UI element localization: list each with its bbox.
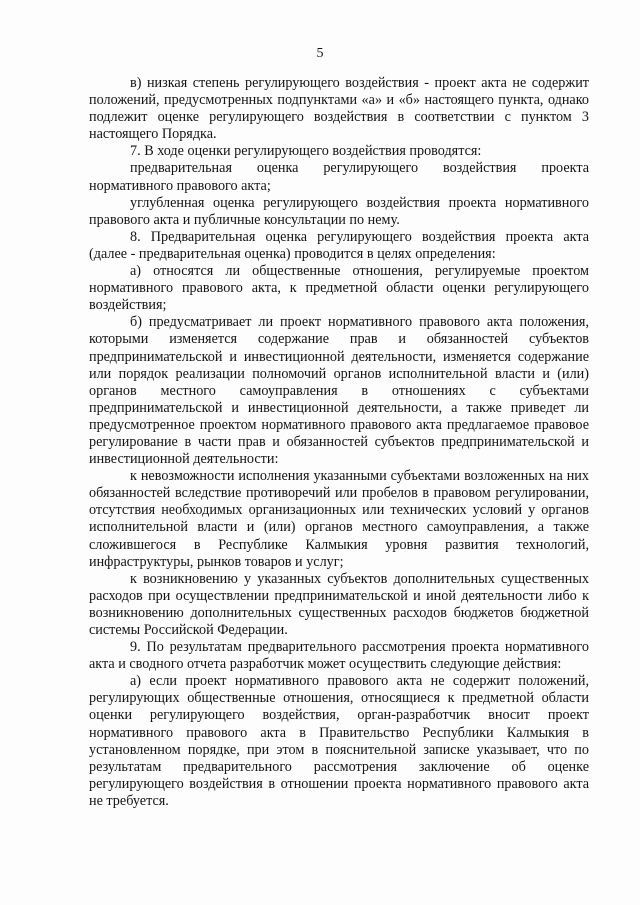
paragraph-section-7: 7. В ходе оценки регулирующего воздействия проводятся: — [130, 143, 482, 160]
paragraph-item-a: а) относятся ли общественные отношения, регулируемые проектом нормативного правового акта, к предметной области оценки регулирующего воздействия; — [89, 263, 589, 314]
paragraph-section-8: 8. Предварительная оценка регулирующего воздействия проекта акта (далее - предварительная оценка) проводится в целях определения: — [89, 228, 589, 262]
paragraph-section-9: 9. По результатам предварительного рассмотрения проекта нормативного акта и сводного отчета разработчик может осуществить следующие действия: — [89, 639, 589, 673]
paragraph-in-depth-assessment: углубленная оценка регулирующего воздействия проекта нормативного правового акта и публичные консультации по нему. — [89, 194, 589, 228]
paragraph-item-b: б) предусматривает ли проект нормативного правового акта положения, которыми изменяется содержание прав и обязанностей субъектов предпринимательской и инвестиционной деятельности, изменяется содержание или порядок реализации полномочий органов исполнительной власти и (или) органов местного самоуправления в отношениях с субъектами предпринимательской и инвестиционной деятельности, а также приведет ли предусмотренное проектом нормативного правового акта предлагаемое правовое регулирование в части прав и обязанностей субъектов предпринимательской и инвестиционной деятельности: — [89, 314, 589, 468]
paragraph-low-impact: в) низкая степень регулирующего воздействия - проект акта не содержит положений, предусмотренных подпунктами «а» и «б» настоящего пункта, однако подлежит оценке регулирующего воздействия в соответствии с пунктом 3 настоящего Порядка. — [89, 75, 589, 143]
paragraph-section-9-item-a: а) если проект нормативного правового акта не содержит положений, регулирующих общественные отношения, относящиеся к предметной области оценки регулирующего воздействия, орган-разработчик вносит проект нормативного правового акта в Правительство Республики Калмыкия в установленном порядке, при этом в пояснительной записке указывает, что по результатам предварительного рассмотрения заключение об оценке регулирующего воздействия в отношении проекта нормативного правового акта не требуется. — [89, 673, 589, 809]
page-number: 5 — [316, 46, 324, 61]
paragraph-preliminary-assessment: предварительная оценка регулирующего воздействия проекта нормативного правового акта; — [89, 160, 589, 194]
paragraph-impossibility: к невозможности исполнения указанными субъектами возложенных на них обязанностей вследствие противоречий или пробелов в правовом регулировании, отсутствия необходимых организационных или технических условий у органов исполнительной власти и (или) органов местного самоуправления, а также сложившегося в Республике Калмыкия уровня развития технологий, инфраструктуры, рынков товаров и услуг; — [89, 468, 589, 570]
document-body — [89, 75, 589, 810]
paragraph-additional-costs: к возникновению у указанных субъектов дополнительных существенных расходов при осуществлении предпринимательской и иной деятельности либо к возникновению дополнительных существенных расходов бюджетов бюджетной системы Российской Федерации. — [89, 570, 589, 638]
